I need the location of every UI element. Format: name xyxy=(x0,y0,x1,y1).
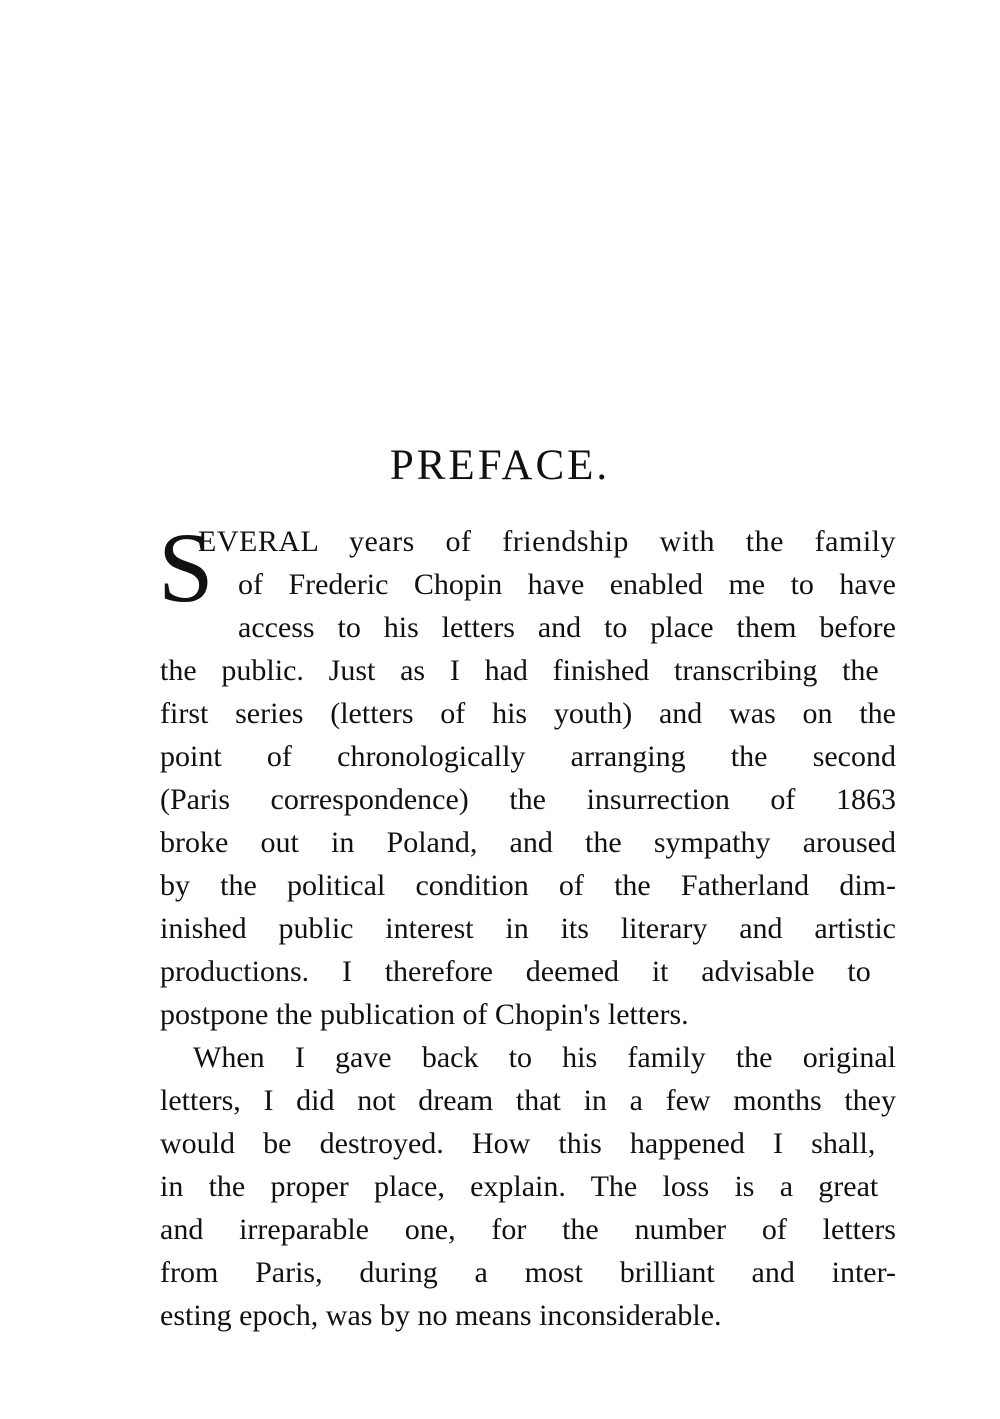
text-line: EVERAL years of friendship with the family xyxy=(198,525,896,558)
text-line: When I gave back to his family the original xyxy=(193,1041,896,1074)
text-line: (Paris correspondence) the insurrection of 1863 xyxy=(160,783,896,816)
text-line: of Frederic Chopin have enabled me to have xyxy=(238,568,896,601)
text-line: and irreparable one, for the number of letters xyxy=(160,1213,896,1246)
text-line: by the political condition of the Fatherland dim- xyxy=(160,869,896,902)
text-line: broke out in Poland, and the sympathy aroused xyxy=(160,826,896,859)
text-line: in the proper place, explain. The loss is a great xyxy=(160,1170,879,1203)
text-line: access to his letters and to place them before xyxy=(238,611,896,644)
text-line: point of chronologically arranging the second xyxy=(160,740,896,773)
text-line: the public. Just as I had finished transcribing the xyxy=(160,654,879,687)
drop-cap: S xyxy=(158,512,214,623)
text-line: postpone the publication of Chopin's letters. xyxy=(160,998,689,1031)
text-line: from Paris, during a most brilliant and inter- xyxy=(160,1256,896,1289)
text-line: would be destroyed. How this happened I shall, xyxy=(160,1127,876,1160)
page-title: PREFACE. xyxy=(389,442,611,489)
text-line: letters, I did not dream that in a few months they xyxy=(160,1084,896,1117)
text-line: esting epoch, was by no means inconsiderable. xyxy=(160,1299,722,1332)
text-line: productions. I therefore deemed it advisable to xyxy=(160,955,871,988)
text-line: first series (letters of his youth) and was on the xyxy=(160,697,896,730)
text-line: inished public interest in its literary and artistic xyxy=(160,912,896,945)
